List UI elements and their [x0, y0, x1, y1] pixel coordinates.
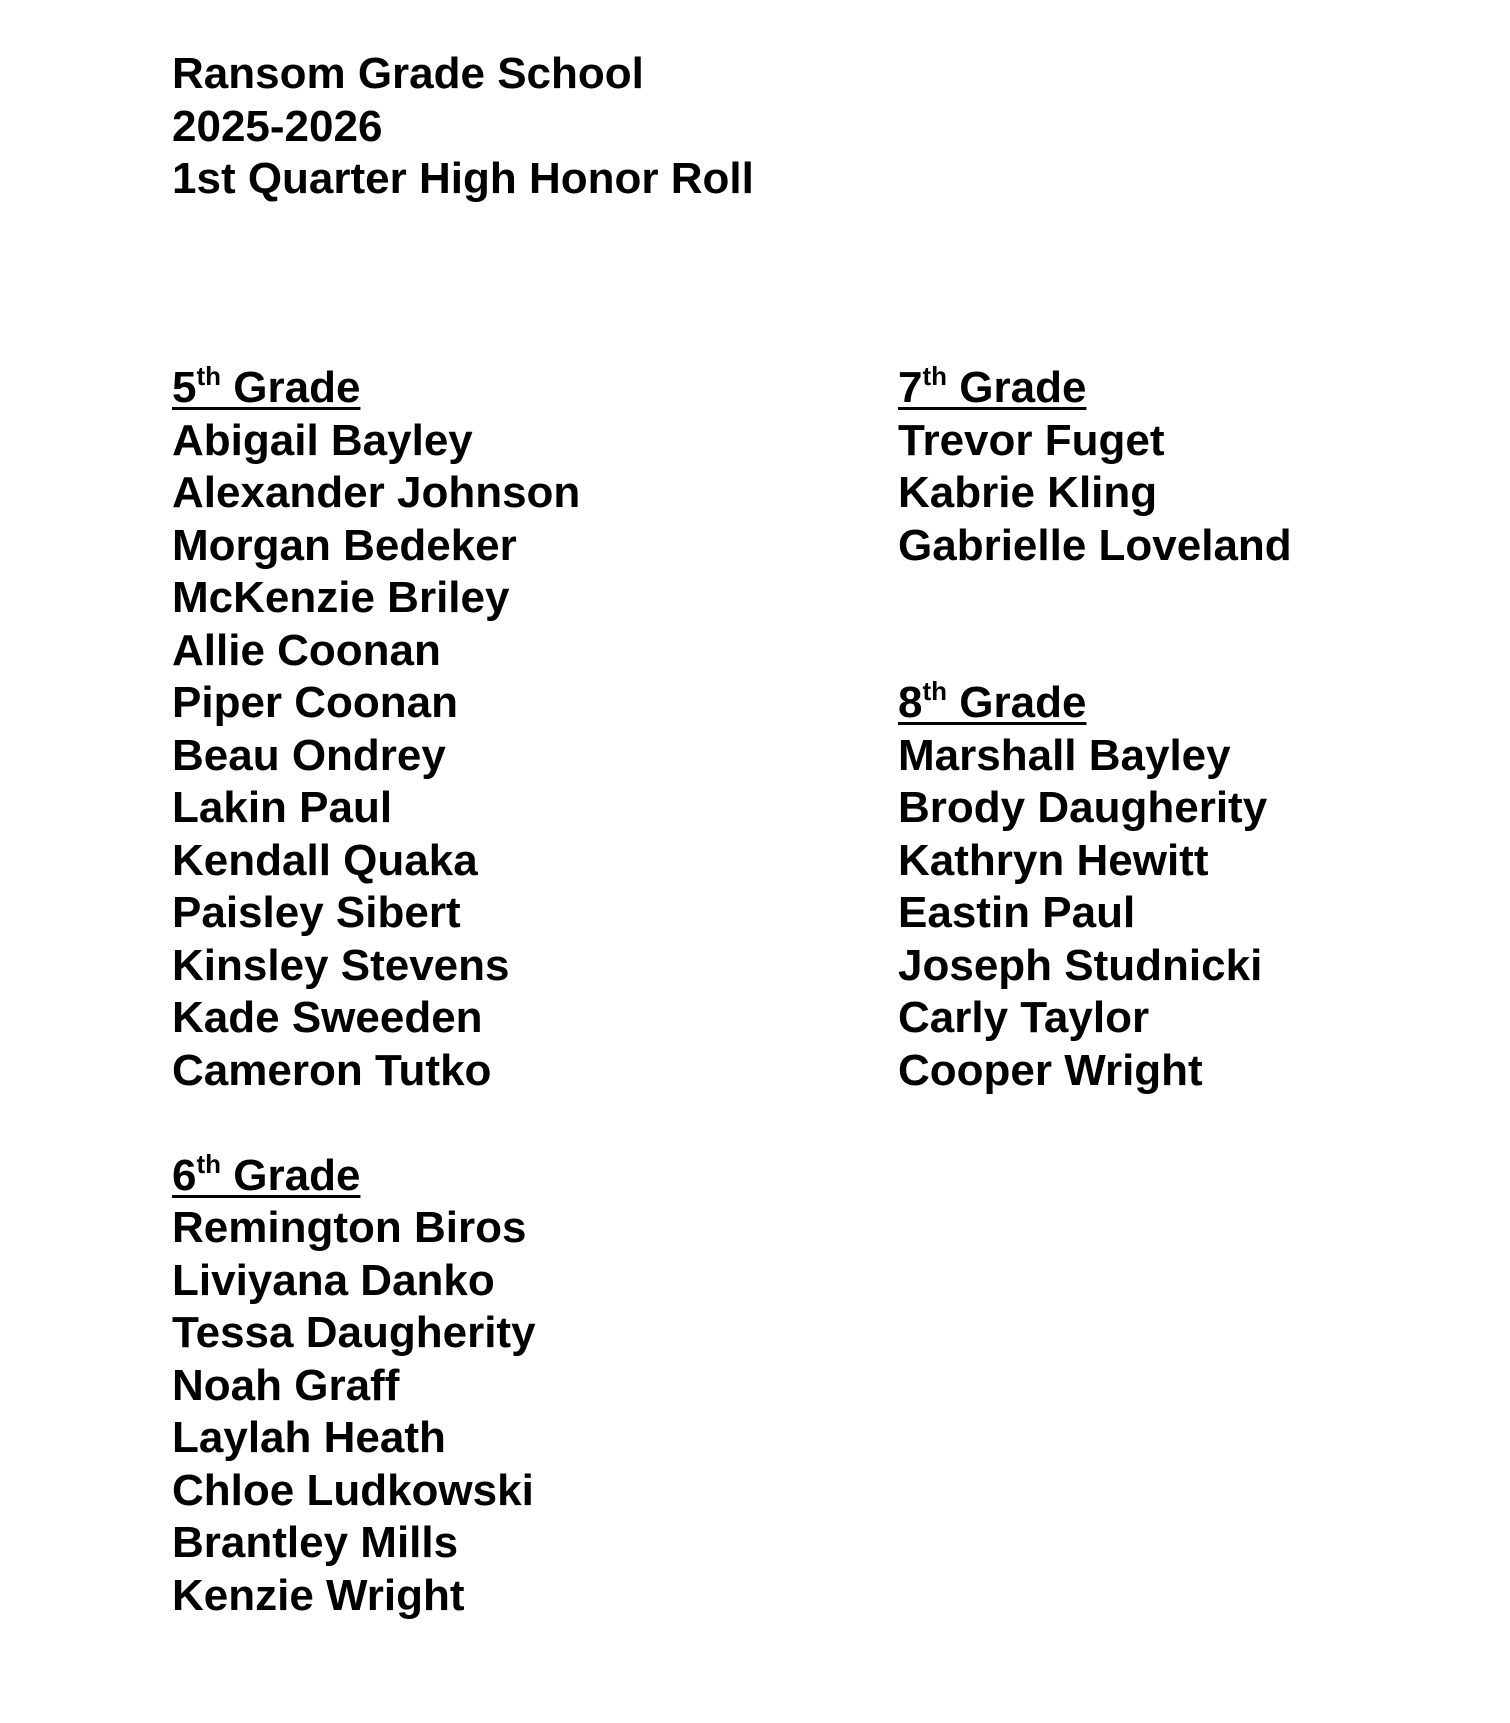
grade-suffix: th — [196, 361, 222, 392]
student-name: Brody Daugherity — [898, 783, 1268, 832]
grade-suffix: th — [922, 361, 948, 392]
grade-section-8th — [898, 677, 1292, 1097]
grade-label: Grade — [221, 363, 361, 412]
student-name: Kenzie Wright — [172, 1570, 465, 1620]
student-name: Liviyana Danko — [172, 1255, 495, 1305]
student-list — [898, 415, 1292, 573]
student-name: Kabrie Kling — [898, 468, 1158, 517]
grade-number: 7 — [898, 363, 923, 412]
grade-label: Grade — [221, 1150, 361, 1200]
student-name: Carly Taylor — [898, 993, 1150, 1042]
grade-number: 6 — [172, 1150, 197, 1200]
student-name: Eastin Paul — [898, 888, 1136, 937]
student-name: Beau Ondrey — [172, 730, 446, 780]
student-name: Kathryn Hewitt — [898, 835, 1209, 885]
grade-section-5th — [172, 362, 580, 1097]
student-list — [172, 415, 580, 1098]
student-name: Trevor Fuget — [898, 415, 1165, 465]
student-name: Kade Sweeden — [172, 993, 483, 1042]
grade-label: Grade — [947, 363, 1087, 412]
student-name: Morgan Bedeker — [172, 520, 517, 570]
document-title: 1st Quarter High Honor Roll — [172, 154, 754, 203]
right-column — [898, 362, 1292, 1097]
grade-heading — [898, 362, 1292, 415]
school-name: Ransom Grade School — [172, 49, 644, 98]
grade-heading — [172, 362, 580, 415]
student-list — [172, 1202, 580, 1622]
student-name: Piper Coonan — [172, 678, 459, 727]
grade-suffix: th — [922, 676, 948, 707]
student-name: Cameron Tutko — [172, 1045, 492, 1095]
student-name: Gabrielle Loveland — [898, 520, 1292, 570]
student-name: Abigail Bayley — [172, 415, 473, 465]
grade-suffix: th — [196, 1148, 222, 1179]
student-name: Tessa Daugherity — [172, 1308, 536, 1357]
left-column — [172, 362, 580, 1622]
grade-section-7th — [898, 362, 1292, 572]
student-name: Kendall Quaka — [172, 835, 478, 885]
student-name: Joseph Studnicki — [898, 940, 1263, 990]
student-name: Kinsley Stevens — [172, 940, 510, 990]
student-name: Alexander Johnson — [172, 468, 581, 517]
student-name: Noah Graff — [172, 1360, 400, 1410]
student-name: Paisley Sibert — [172, 888, 461, 937]
student-name: Chloe Ludkowski — [172, 1465, 534, 1515]
grade-section-6th — [172, 1150, 580, 1623]
grade-number: 5 — [172, 363, 197, 412]
student-name: Brantley Mills — [172, 1518, 459, 1567]
student-name: Laylah Heath — [172, 1413, 446, 1462]
student-name: Cooper Wright — [898, 1045, 1203, 1095]
document-header — [172, 48, 754, 206]
grade-number: 8 — [898, 678, 923, 727]
student-name: Remington Biros — [172, 1203, 527, 1252]
student-list — [898, 730, 1292, 1098]
grade-label: Grade — [947, 678, 1087, 727]
student-name: McKenzie Briley — [172, 573, 510, 622]
student-name: Allie Coonan — [172, 625, 441, 675]
student-name: Lakin Paul — [172, 783, 393, 832]
student-name: Marshall Bayley — [898, 730, 1231, 780]
grade-heading — [172, 1150, 580, 1203]
grade-heading — [898, 677, 1292, 730]
school-year: 2025-2026 — [172, 101, 383, 151]
